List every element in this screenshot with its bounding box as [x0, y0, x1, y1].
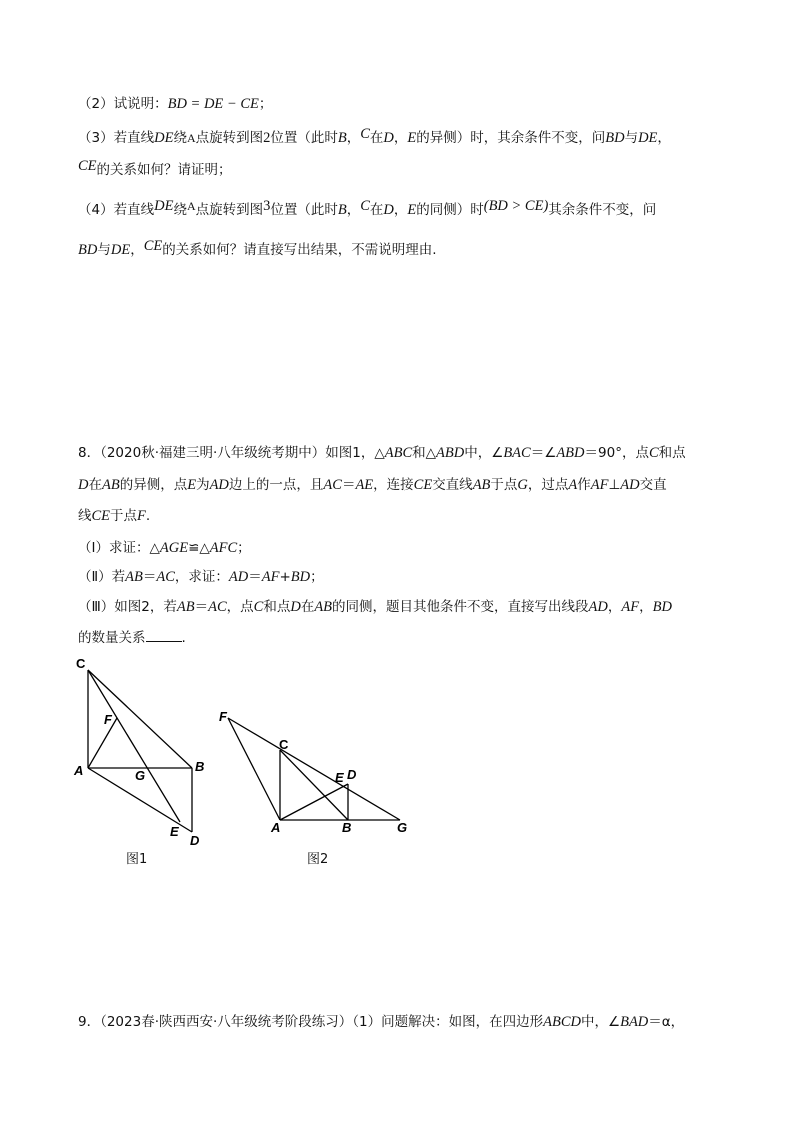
label-E: E — [335, 770, 344, 785]
var: D — [290, 599, 301, 615]
text: 与 — [624, 130, 639, 146]
text: 点旋转到图 — [195, 202, 264, 218]
text: ， — [130, 242, 144, 258]
var: ABD — [436, 445, 465, 461]
var: AF — [261, 569, 280, 585]
q8-line3 — [78, 506, 150, 526]
text: 8．（2020秋·福建三明·八年级统考期中）如图1，△ — [78, 445, 385, 461]
var: CE — [78, 158, 97, 174]
text: ，过点 — [527, 477, 569, 493]
text: 和点 — [263, 599, 291, 615]
text: 的数量关系 — [78, 630, 146, 646]
var: A — [568, 477, 578, 493]
var: B — [337, 130, 347, 146]
q8-part-i — [78, 538, 251, 558]
var: C — [253, 599, 264, 615]
var: BAC — [503, 445, 531, 461]
var: D — [383, 130, 394, 146]
text: 线 — [78, 508, 92, 524]
var: B — [337, 202, 347, 218]
text: 在 — [88, 477, 102, 493]
q8-line1 — [78, 443, 686, 463]
text: ，求证： — [174, 569, 229, 585]
num: 3 — [263, 198, 271, 214]
var: ABC — [384, 445, 413, 461]
label-F: F — [219, 709, 227, 724]
text: 在 — [369, 202, 384, 218]
var: AC — [208, 599, 227, 615]
formula: BD = DE − CE — [167, 96, 259, 112]
label-B: B — [195, 759, 205, 774]
label-C: C — [279, 737, 289, 752]
var: F — [137, 508, 146, 524]
label-G: G — [397, 820, 408, 835]
var: AB — [125, 569, 143, 585]
text: ，点 — [226, 599, 254, 615]
text: （3）若直线 — [78, 130, 155, 146]
var: C — [648, 445, 659, 461]
var: AD — [209, 477, 229, 493]
segment-CE — [88, 670, 180, 822]
text: 位置（此时 — [270, 202, 338, 218]
var: E — [407, 202, 417, 218]
var: AB — [176, 599, 195, 615]
text: （4）若直线 — [78, 202, 155, 218]
text: 9．（2023春·陕西西安·八年级统考阶段练习）（1）问题解决：如图，在四边形 — [78, 1014, 544, 1030]
text: ； — [258, 96, 273, 112]
segment-AF — [88, 718, 117, 768]
var: E — [187, 477, 197, 493]
figure-2 — [215, 705, 415, 835]
text: 中，∠ — [580, 1014, 621, 1030]
var: BD — [652, 599, 672, 615]
var: AB — [472, 477, 491, 493]
var: A — [186, 199, 196, 213]
q8-part-iii — [78, 597, 672, 617]
text: 在 — [369, 130, 384, 146]
text: ＝90°，点 — [584, 445, 649, 461]
text: . — [181, 630, 186, 646]
label-D: D — [190, 833, 200, 845]
var: C — [360, 126, 370, 142]
var: AD — [228, 569, 249, 585]
label-B: B — [342, 820, 352, 835]
q8-part-iii-cont — [78, 628, 186, 648]
text: 点旋转到图 — [195, 130, 264, 146]
text: 交直 — [639, 477, 667, 493]
text: 绕 — [173, 130, 187, 146]
text: ， — [607, 599, 622, 615]
var: D — [78, 477, 89, 493]
text: . — [145, 508, 151, 524]
var: AE — [355, 477, 374, 493]
var: A — [186, 131, 196, 145]
var: AB — [314, 599, 333, 615]
var: AD — [588, 599, 608, 615]
answer-blank[interactable] — [146, 629, 182, 642]
var: AD — [620, 477, 640, 493]
text: + — [279, 569, 291, 585]
text: 和△ — [412, 445, 437, 461]
var: DE — [154, 198, 174, 214]
text: 的关系如何？请证明； — [96, 162, 232, 178]
label-D: D — [347, 767, 357, 782]
text: 其余条件不变，问 — [548, 202, 657, 218]
figure-1-caption: 图1 — [126, 852, 148, 867]
q9-line1 — [78, 1012, 684, 1032]
text: 于点 — [490, 477, 518, 493]
text: ≌△ — [188, 540, 210, 556]
label-E: E — [170, 824, 179, 839]
text: ， — [657, 130, 671, 146]
text: 和点 — [658, 445, 686, 461]
text: 边上的一点，且 — [228, 477, 324, 493]
formula: (BD > CE) — [483, 198, 549, 214]
var: DE — [638, 130, 658, 146]
var: AGE — [159, 540, 189, 556]
q8-line2 — [78, 475, 667, 495]
text: （Ⅱ）若 — [78, 569, 126, 585]
text: ，连接 — [373, 477, 414, 493]
text: 的关系如何？请直接写出结果，不需说明理由. — [162, 242, 437, 258]
var: CE — [413, 477, 433, 493]
var: AC — [156, 569, 175, 585]
label-F: F — [104, 712, 112, 727]
text: ； — [237, 540, 251, 556]
text: 于点 — [110, 508, 138, 524]
text: ＝ — [248, 569, 262, 585]
segment-AD — [280, 784, 348, 820]
var: E — [407, 130, 417, 146]
var: CE — [91, 508, 111, 524]
text: ， — [346, 202, 361, 218]
text: 与 — [97, 242, 111, 258]
var: ABD — [556, 445, 585, 461]
var: ABCD — [543, 1014, 581, 1030]
q7-part4-line1 — [78, 200, 656, 220]
q7-part4-line2 — [78, 240, 437, 260]
text: 交直线 — [432, 477, 473, 493]
q7-part2 — [78, 94, 272, 114]
text: 的异侧）时，其余条件不变，问 — [416, 130, 606, 146]
var: AB — [101, 477, 120, 493]
var: BD — [290, 569, 311, 585]
label-C: C — [76, 656, 86, 671]
var: DE — [154, 130, 174, 146]
text: 的异侧，点 — [119, 477, 188, 493]
text: 的同侧）时 — [416, 202, 484, 218]
text: ， — [393, 202, 408, 218]
num: 2 — [263, 130, 271, 146]
label-A: A — [74, 763, 84, 778]
text: ， — [346, 130, 361, 146]
var: BD — [78, 242, 98, 258]
text: （2）试说明： — [78, 96, 168, 112]
text: ， — [639, 599, 653, 615]
segment-CB — [280, 750, 348, 820]
label-G: G — [135, 768, 146, 783]
text: ＝ — [341, 477, 356, 493]
text: 为 — [196, 477, 210, 493]
var: CE — [143, 238, 163, 254]
text: （Ⅰ）求证：△ — [78, 540, 160, 556]
text: ＝∠ — [530, 445, 557, 461]
label-A: A — [271, 820, 281, 835]
figure-2-caption: 图2 — [307, 852, 329, 867]
figure-1 — [70, 655, 220, 845]
text: 的同侧，题目其他条件不变，直接写出线段 — [332, 599, 589, 615]
text: （Ⅲ）如图2，若 — [78, 599, 177, 615]
text: ， — [393, 130, 408, 146]
q8-part-ii — [78, 567, 324, 587]
text: ＝ — [194, 599, 209, 615]
text: 中，∠ — [464, 445, 504, 461]
text: ＝α， — [648, 1014, 685, 1030]
var: AC — [323, 477, 342, 493]
var: AFC — [209, 540, 238, 556]
var: BAD — [620, 1014, 649, 1030]
text: 在 — [300, 599, 315, 615]
var: AF — [590, 477, 609, 493]
perp-symbol: ⊥ — [608, 477, 621, 493]
var: C — [360, 198, 370, 214]
text: 作 — [577, 477, 591, 493]
var: BD — [605, 130, 625, 146]
text: ＝ — [142, 569, 157, 585]
text: 位置（此时 — [270, 130, 338, 146]
text: ； — [310, 569, 324, 585]
var: AF — [621, 599, 640, 615]
var: D — [383, 202, 394, 218]
text: 绕 — [173, 202, 187, 218]
var: DE — [110, 242, 131, 258]
var: G — [517, 477, 528, 493]
q7-part3-line2 — [78, 160, 232, 180]
q7-part3-line1 — [78, 128, 671, 148]
